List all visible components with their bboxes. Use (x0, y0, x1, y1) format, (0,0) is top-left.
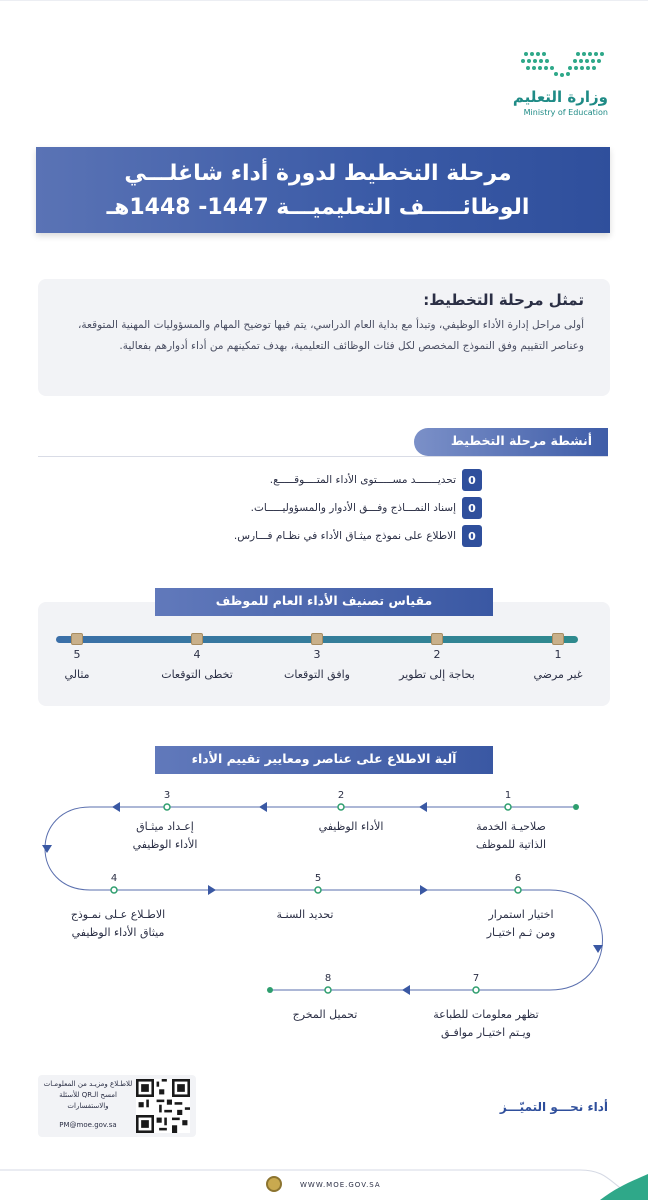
activity-item (182, 494, 482, 522)
step-node-2 (338, 804, 344, 810)
activities-list (182, 466, 482, 550)
arrow-right-icon (420, 885, 428, 895)
step-node-1 (505, 804, 511, 810)
activity-text: تحديـــــــد مســـــتوى الأداء المتــــوقـــــع. (269, 474, 456, 486)
flow-start-dot (573, 804, 579, 810)
rating-scale-header: مقياس تصنيف الأداء العام للموظف (155, 588, 493, 616)
footer-wave (0, 1160, 648, 1200)
logo-english-text: Ministry of Education (523, 108, 608, 117)
scale-level-label: غير مرضي (533, 668, 583, 681)
logo-arabic-text: وزارة التعليم (512, 88, 608, 106)
step-node-4 (111, 887, 117, 893)
scale-marker (431, 633, 443, 645)
scale-level-label: مثالي (64, 668, 90, 681)
slogan: أداء نحـــو التميّـــز (499, 1100, 608, 1114)
scale-marker (552, 633, 564, 645)
activity-text: الاطلاع على نموذج ميثـاق الأداء في نظـام فـــارس. (233, 530, 456, 542)
step-number: 2 (337, 790, 345, 801)
flow-end-dot (267, 987, 273, 993)
saudi-emblem-icon (266, 1176, 282, 1192)
ministry-logo (512, 48, 608, 120)
step-node-3 (164, 804, 170, 810)
step-label: اختيار استمرار ومن ثـم اختيـار (486, 908, 556, 939)
step-node-6 (515, 887, 521, 893)
arrow-left-icon (419, 802, 427, 812)
top-divider (0, 0, 648, 30)
scale-level-label: وافق التوقعات (284, 668, 350, 681)
activity-text: إسناد النمـــاذج وفـــق الأدوار والمسؤوليـــــات. (250, 502, 456, 514)
logo-dots-icon (518, 48, 608, 82)
step-node-8 (325, 987, 331, 993)
title-line-1: مرحلة التخطيط لدورة أداء شاغلـــي (124, 161, 512, 186)
activities-header: أنشطة مرحلة التخطيط (414, 428, 608, 456)
intro-card (38, 279, 610, 396)
scale-marker (71, 633, 83, 645)
arrow-right-icon (208, 885, 216, 895)
contact-email[interactable]: PM@moe.gov.sa (59, 1121, 117, 1129)
step-number: 7 (472, 973, 480, 984)
scale-level-number: 4 (193, 648, 201, 661)
scale-level-number: 1 (554, 648, 562, 661)
intro-heading: تمثل مرحلة التخطيط: (423, 291, 584, 309)
title-banner (36, 147, 610, 233)
arrow-down-icon (42, 845, 52, 853)
scale-level-label: تخطى التوقعات (161, 668, 233, 681)
activity-number: 0 (462, 525, 482, 547)
step-label: تحديد السنـة (276, 908, 334, 921)
step-node-5 (315, 887, 321, 893)
step-label: الاطـلاع عـلى نمـوذج ميثاق الأداء الوظيفي (70, 908, 166, 939)
activity-number: 0 (462, 469, 482, 491)
scale-marker (311, 633, 323, 645)
step-number: 6 (514, 873, 522, 884)
intro-text: أولى مراحل إدارة الأداء الوظيفي، وتبدأ مع بداية العام الدراسي، يتم فيها توضيح المهام والمسؤوليات المهنية المتوقعة، وعناصر التقييم وفق النموذج المخصص لكل فئات الوظائف التعليمية، بهدف تمكينهم من أداء أدوارهم بفعالية. (78, 319, 584, 352)
step-label: تحميل المخرج (292, 1008, 358, 1021)
qr-code-icon[interactable] (136, 1079, 190, 1133)
activity-item (182, 466, 482, 494)
activity-number: 0 (462, 497, 482, 519)
scale-marker (191, 633, 203, 645)
step-number: 4 (110, 873, 118, 884)
qr-caption: للاطـلاع ومزيـد من المعلومـات امسح الـQR للأسئلة والاستفسارات (43, 1080, 133, 1110)
mechanism-header: آلية الاطلاع على عناصر ومعايير تقييم الأداء (155, 746, 493, 774)
website-url[interactable]: WWW.MOE.GOV.SA (300, 1181, 381, 1189)
scale-level-label: بحاجة إلى تطوير (399, 668, 475, 681)
step-node-7 (473, 987, 479, 993)
title-line-2: الوظائـــــف التعليميـــة 1447- 1448هـ (106, 195, 530, 220)
step-number: 3 (163, 790, 171, 801)
step-number: 5 (314, 873, 322, 884)
step-number: 8 (324, 973, 332, 984)
arrow-left-icon (112, 802, 120, 812)
step-label: إعـداد ميثـاق الأداء الوظيفي (132, 820, 198, 851)
qr-info-box (38, 1075, 196, 1137)
scale-level-number: 3 (313, 648, 321, 661)
step-number: 1 (504, 790, 512, 801)
step-label: صلاحيـة الخدمة الذاتية للموظف (475, 820, 547, 851)
step-label: تظهر معلومات للطباعة ويـتم اختيـار موافـق (433, 1008, 539, 1039)
activities-divider (38, 456, 608, 457)
step-label: الأداء الوظيفي (318, 820, 384, 833)
arrow-left-icon (402, 985, 410, 995)
activity-item (182, 522, 482, 550)
flow-curve-left (45, 807, 90, 890)
scale-level-number: 2 (433, 648, 441, 661)
scale-level-number: 5 (73, 648, 81, 661)
arrow-left-icon (259, 802, 267, 812)
